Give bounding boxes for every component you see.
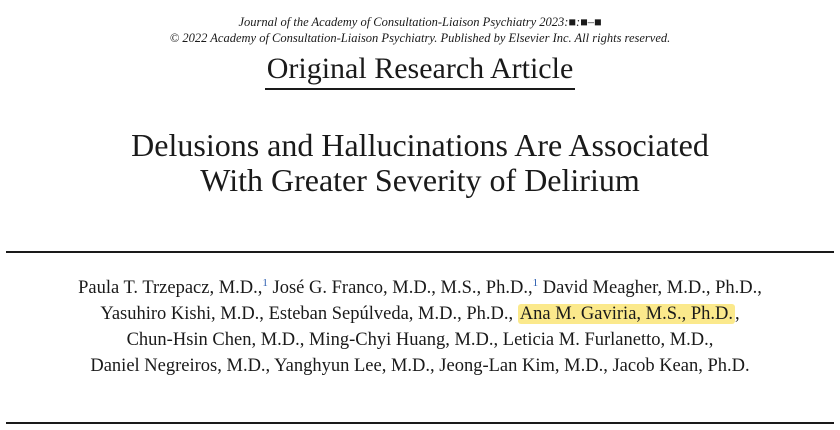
highlighted-author-name: Ana M. Gaviria, M.S., Ph.D. (519, 304, 734, 324)
author-name: Paula T. Trzepacz, M.D., (78, 278, 263, 298)
author-name: Chun-Hsin Chen, M.D., (126, 330, 305, 350)
author-name: David Meagher, M.D., Ph.D., (542, 278, 762, 298)
affiliation-link[interactable]: 1 (532, 276, 539, 289)
article-title (0, 128, 840, 198)
affiliation-link[interactable]: 1 (262, 276, 268, 289)
copyright-notice: © 2022 Academy of Consultation-Liaison Psychiatry. Published by Elsevier Inc. All rights reserved. (169, 31, 671, 45)
article-title-line-2: With Greater Severity of Delirium (200, 162, 640, 198)
author-name: Leticia M. Furlanetto, M.D., (502, 330, 714, 350)
divider-top (6, 251, 834, 253)
author-name: Jacob Kean, Ph.D. (612, 356, 750, 376)
journal-citation: Journal of the Academy of Consultation-Liaison Psychiatry 2023:■:■–■ (238, 15, 602, 29)
author-line-2 (0, 301, 840, 327)
author-name: Ming-Chyi Huang, M.D., (309, 330, 499, 350)
author-name: José G. Franco, M.D., M.S., Ph.D., (272, 278, 533, 298)
author-name: Yasuhiro Kishi, M.D., (100, 304, 264, 324)
article-title-line-1: Delusions and Hallucinations Are Associated (131, 127, 709, 163)
article-type-heading: Original Research Article (265, 51, 576, 90)
author-line-3 (0, 327, 840, 353)
article-type-container (0, 51, 840, 90)
author-name: Yanghyun Lee, M.D., (274, 356, 435, 376)
author-name: Jeong-Lan Kim, M.D., (439, 356, 608, 376)
author-name: Esteban Sepúlveda, M.D., Ph.D., (268, 304, 514, 324)
author-list (0, 275, 840, 379)
author-line-4 (0, 353, 840, 379)
author-name: Daniel Negreiros, M.D., (90, 356, 271, 376)
author-separator: , (735, 304, 740, 324)
divider-bottom (6, 422, 834, 424)
author-line-1 (0, 275, 840, 301)
